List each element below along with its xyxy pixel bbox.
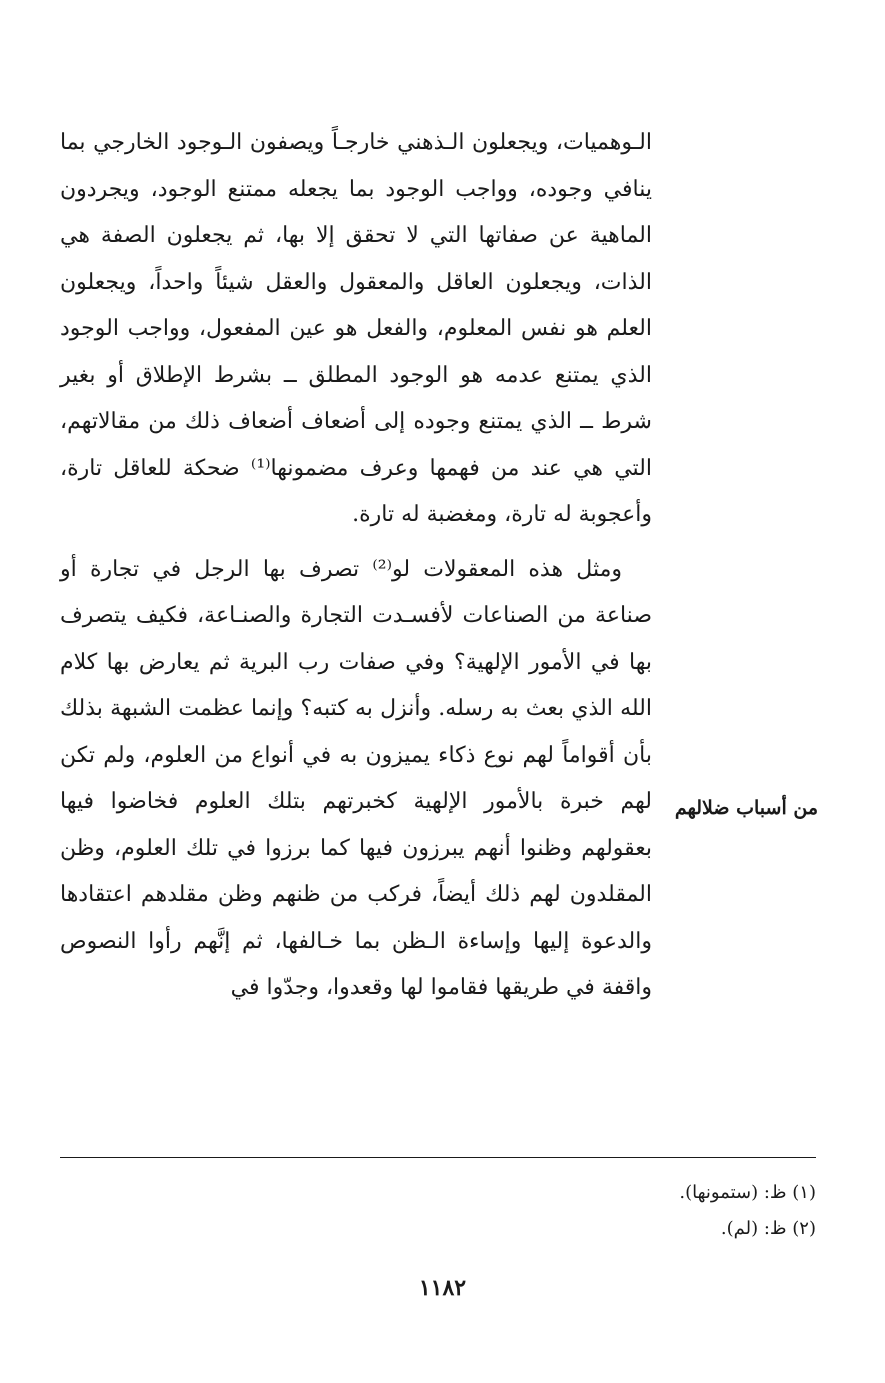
paragraph-2: ومثل هذه المعقولات لو⁽²⁾ تصرف بها الرجل في تجارة أو صناعة من الصناعات لأفسـدت التجارة والصنـاعة، فكيف يتصرف بها في الأمور الإلهية؟ وفي صفات رب البرية ثم يعارض بها كلام الله الذي بعث به رسله. وأنزل به كتبه؟ وإنما عظمت الشبهة بذلك بأن أقواماً لهم نوع ذكاء يميزون به في أنواع من العلوم، ولم تكن لهم خبرة بالأمور الإلهية كخبرتهم بتلك العلوم فخاضوا فيها بعقولهم وظنوا أنهم يبرزون فيها كما برزوا في تلك العلوم، وظن المقلدون لهم ذلك أيضاً، فركب من ظنهم وظن مقلدهم اعتقادها والدعوة إليها وإساءة الـظن بما خـالفها، ثم إنَّهم رأوا النصوص واقفة في طريقها فقاموا لها وقعدوا، وجدّوا في	[60, 556, 652, 1000]
footnote-2: (٢) ظ: (لم).	[720, 1218, 816, 1239]
main-text-block	[60, 120, 652, 1012]
footnote-1: (١) ظ: (ستمونها).	[679, 1182, 816, 1203]
footnotes	[60, 1175, 816, 1247]
paragraph-1: الـوهميات، ويجعلون الـذهني خارجـاً ويصفون الـوجود الخارجي بما ينافي وجوده، وواجب الوجود بما يجعله ممتنع الوجود، ويجردون الماهية عن صفاتها التي لا تحقق إلا بها، ثم يجعلون الصفة هي الذات، ويجعلون العاقل والمعقول والعقل شيئاً واحداً، ويجعلون العلم هو نفس المعلوم، والفعل هو عين المفعول، وواجب الوجود الذي يمتنع عدمه هو الوجود المطلق ــ بشرط الإطلاق أو بغير شرط ــ الذي يمتنع وجوده إلى أضعاف أضعاف ذلك من مقالاتهم، التي هي عند من فهمها وعرف مضمونها⁽¹⁾ ضحكة للعاقل تارة، وأعجوبة له تارة، ومغضبة له تارة.	[60, 130, 652, 527]
margin-note: من أسباب ضلالهم	[674, 797, 818, 819]
footnote-separator	[60, 1157, 816, 1158]
page-number: ١١٨٢	[418, 1275, 467, 1301]
